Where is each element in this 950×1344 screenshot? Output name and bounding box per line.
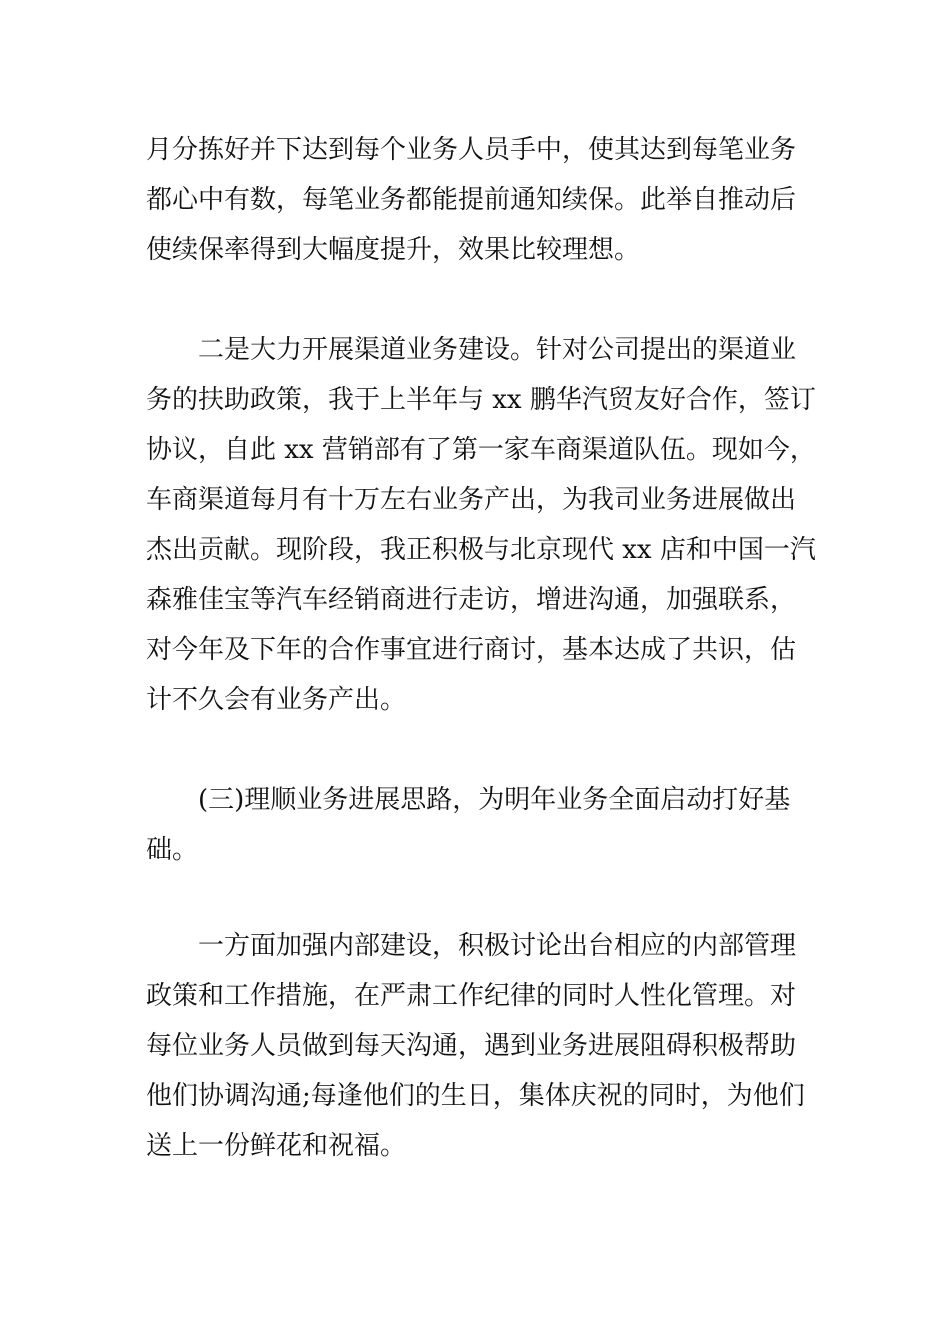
section-heading-line: (三)理顺业务进展思路，为明年业务全面启动打好基 (198, 785, 791, 815)
text-line: 计不久会有业务产出。 (146, 685, 407, 715)
text-line: 森雅佳宝等汽车经销商进行走访，增进沟通，加强联系， (146, 585, 797, 615)
text-line: 月分拣好并下达到每个业务人员手中，使其达到每笔业务 (146, 135, 797, 165)
text-line: 础。 (146, 835, 199, 865)
text-line: 车商渠道每月有十万左右业务产出，为我司业务进展做出 (146, 485, 797, 515)
text-line: 他们协调沟通;每逢他们的生日，集体庆祝的同时，为他们 (146, 1081, 805, 1111)
text-line: 二是大力开展渠道业务建设。针对公司提出的渠道业 (198, 335, 797, 365)
text-line: 对今年及下年的合作事宜进行商讨，基本达成了共识，估 (146, 635, 797, 665)
text-line: 协议，自此 xx 营销部有了第一家车商渠道队伍。现如今， (146, 435, 816, 465)
text-line: 政策和工作措施，在严肃工作纪律的同时人性化管理。对 (146, 981, 797, 1011)
text-line: 都心中有数，每笔业务都能提前通知续保。此举自推动后 (146, 185, 797, 215)
text-line: 每位业务人员做到每天沟通，遇到业务进展阻碍积极帮助 (146, 1031, 797, 1061)
text-line: 送上一份鲜花和祝福。 (146, 1131, 407, 1161)
text-line: 一方面加强内部建设，积极讨论出台相应的内部管理 (198, 931, 797, 961)
text-line: 使续保率得到大幅度提升，效果比较理想。 (146, 235, 641, 265)
text-line: 杰出贡献。现阶段，我正积极与北京现代 xx 店和中国一汽 (146, 535, 816, 565)
text-line: 务的扶助政策，我于上半年与 xx 鹏华汽贸友好合作，签订 (146, 385, 816, 415)
